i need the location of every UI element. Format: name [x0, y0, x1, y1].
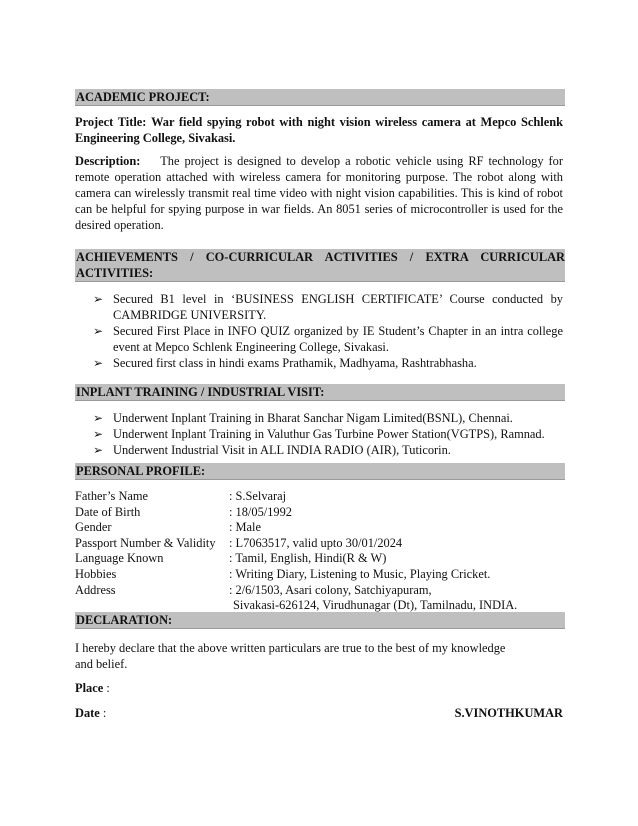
- signature-name: S.VINOTHKUMAR: [454, 706, 563, 720]
- profile-key: Father’s Name: [75, 489, 149, 503]
- list-item: [93, 323, 563, 355]
- description-label: Description:: [75, 154, 141, 168]
- place-label: Place: [75, 681, 104, 695]
- profile-value: : Writing Diary, Listening to Music, Playing Cricket.: [229, 566, 491, 581]
- table-row: [75, 520, 565, 536]
- profile-value: : L7063517, valid upto 30/01/2024: [229, 535, 403, 550]
- date-separator: :: [102, 706, 107, 720]
- table-row: [75, 551, 565, 567]
- arrow-bullet-icon: ➢: [93, 356, 104, 370]
- list-item-text: Secured B1 level in ‘BUSINESS ENGLISH CERTIFICATE’ Course conducted by CAMBRIDGE UNIVERSITY.: [113, 292, 563, 322]
- project-title-text: War field spying robot with night vision wireless camera at Mepco Schlenk Engineering College, Sivakasi.: [75, 115, 563, 145]
- place-line: [75, 680, 563, 696]
- table-row: [75, 567, 565, 583]
- personal-profile-header: PERSONAL PROFILE:: [75, 463, 565, 480]
- profile-value: Sivakasi-626124, Virudhunagar (Dt), Tamilnadu, INDIA.: [233, 598, 518, 613]
- project-title: [75, 114, 563, 146]
- profile-value: : Male: [229, 520, 261, 535]
- project-description: [75, 153, 563, 233]
- description-text: The project is designed to develop a robotic vehicle using RF technology for remote operation attached with wireless camera for monitoring purpose. The robot along with camera can wirelessly transmit real time video with night vision capabilities. This is kind of robot can be helpful for spying purpose in war fields. An 8051 series of microcontroller is used for the desired operation.: [75, 154, 563, 232]
- list-item-text: Secured First Place in INFO QUIZ organized by IE Student’s Chapter in an intra college event at Mepco Schlenk Engineering College, Sivakasi.: [113, 324, 563, 354]
- place-separator: :: [106, 681, 110, 695]
- declaration-header: DECLARATION:: [75, 612, 565, 629]
- table-row: [75, 583, 565, 599]
- table-row: [75, 489, 565, 505]
- profile-key: Language Known: [75, 551, 164, 566]
- declaration-text: I hereby declare that the above written particulars are true to the best of my knowledge and belief.: [75, 641, 506, 671]
- profile-value: : Tamil, English, Hindi(R & W): [229, 551, 387, 566]
- list-item-text: Underwent Inplant Training in Bharat Sanchar Nigam Limited(BSNL), Chennai.: [113, 411, 513, 425]
- list-item: [93, 426, 563, 442]
- table-row: [75, 505, 565, 521]
- profile-value: : 2/6/1503, Asari colony, Satchiyapuram,: [229, 582, 432, 597]
- achievements-header: [75, 249, 565, 282]
- training-header: INPLANT TRAINING / INDUSTRIAL VISIT:: [75, 384, 565, 401]
- arrow-bullet-icon: ➢: [93, 411, 104, 425]
- arrow-bullet-icon: ➢: [93, 292, 104, 306]
- training-list: [93, 410, 563, 458]
- profile-value: : 18/05/1992: [229, 504, 292, 519]
- profile-key: Gender: [75, 520, 112, 535]
- list-item-text: Secured first class in hindi exams Prathamik, Madhyama, Rashtrabhasha.: [113, 356, 477, 370]
- profile-key: Hobbies: [75, 566, 117, 581]
- profile-value: : S.Selvaraj: [229, 489, 287, 503]
- list-item: [93, 291, 563, 323]
- achievements-header-text: ACHIEVEMENTS / CO-CURRICULAR ACTIVITIES / EXTRA CURRICULAR ACTIVITIES:: [76, 250, 565, 280]
- list-item: [93, 355, 563, 371]
- project-title-label: Project Title:: [75, 115, 147, 129]
- achievements-list: [93, 291, 563, 371]
- academic-project-header: ACADEMIC PROJECT:: [75, 89, 565, 106]
- profile-key: Address: [75, 582, 116, 597]
- arrow-bullet-icon: ➢: [93, 443, 104, 457]
- table-row: [75, 536, 565, 552]
- list-item: [93, 410, 563, 426]
- list-item-text: Underwent Inplant Training in Valuthur Gas Turbine Power Station(VGTPS), Ramnad.: [113, 427, 545, 441]
- list-item-text: Underwent Industrial Visit in ALL INDIA RADIO (AIR), Tuticorin.: [113, 443, 451, 457]
- arrow-bullet-icon: ➢: [93, 324, 104, 338]
- date-label: Date: [75, 706, 100, 720]
- profile-key: Date of Birth: [75, 504, 141, 519]
- list-item: [93, 442, 563, 458]
- arrow-bullet-icon: ➢: [93, 427, 104, 441]
- profile-key: Passport Number & Validity: [75, 535, 216, 550]
- profile-table: [75, 489, 565, 614]
